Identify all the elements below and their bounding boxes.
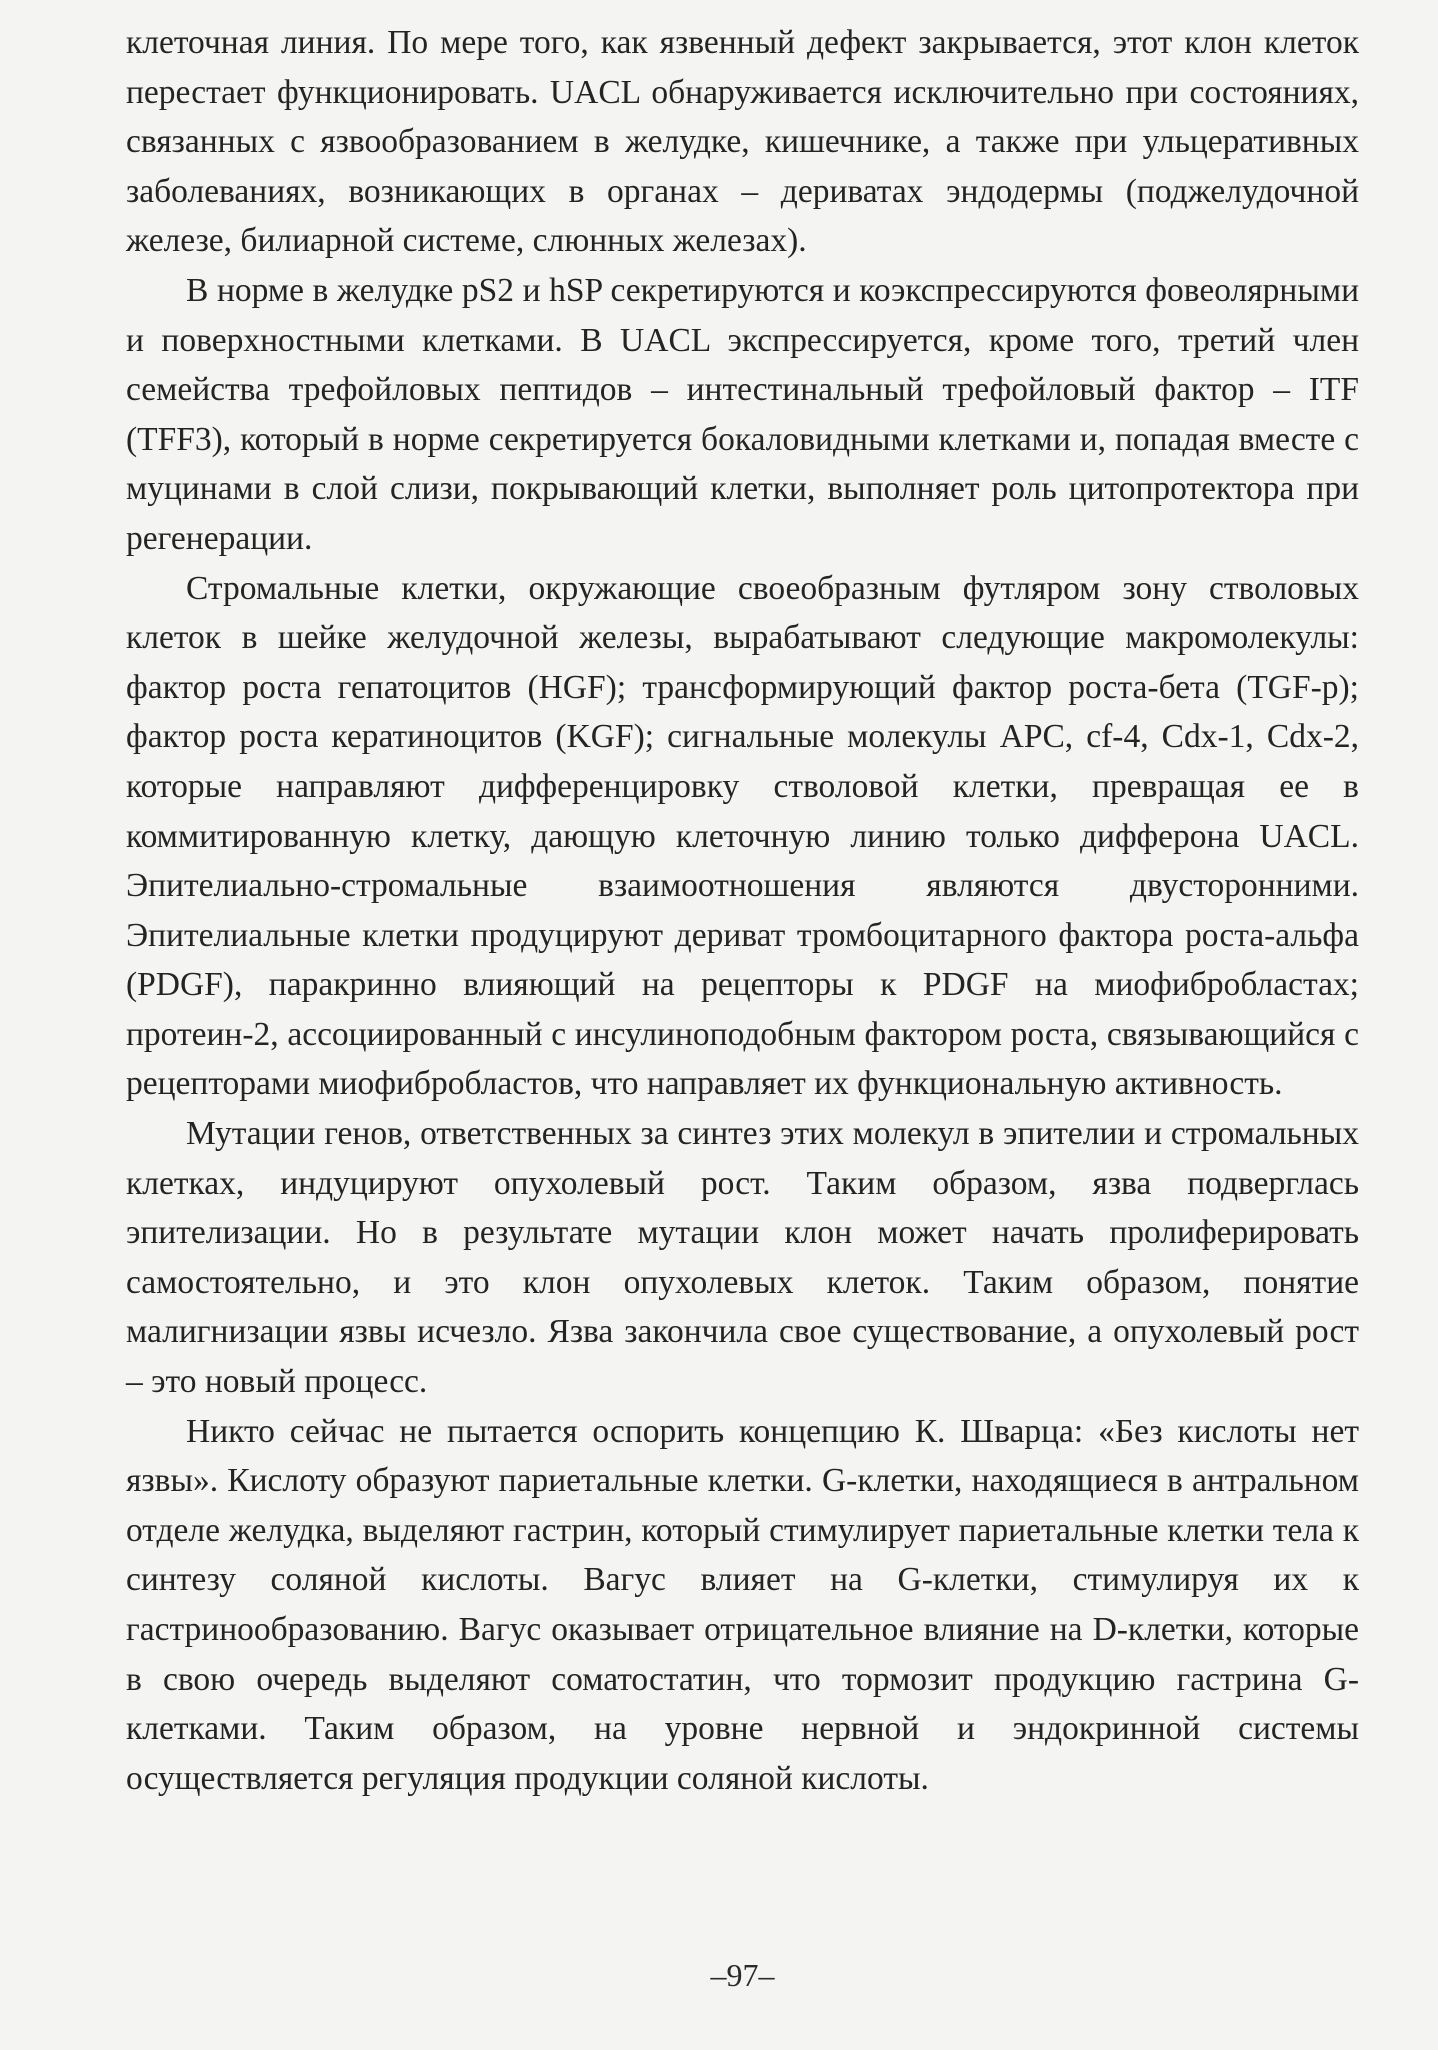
book-page (126, 18, 1359, 2008)
paragraph-3: Стромальные клетки, окружающие своеобразным футляром зону стволовых клеток в шейке желудочной железы, вырабатывают следующие макромолекулы: фактор роста гепатоцитов (HGF); трансформирующий фактор роста-бета (TGF-p); фактор роста кератиноцитов (KGF); сигнальные молекулы APC, cf-4, Cdx-1, Cdx-2, которые направляют дифференцировку стволовой клетки, превращая ее в коммитированную клетку, дающую клеточную линию только дифферона UACL. Эпителиально-стромальные взаимоотношения являются двусторонними. Эпителиальные клетки продуцируют дериват тромбоцитарного фактора роста-альфа (PDGF), паракринно влияющий на рецепторы к PDGF на миофибробластах; протеин-2, ассоциированный с инсулиноподобным фактором роста, связывающийся с рецепторами миофибробластов, что направляет их функциональную активность. (126, 569, 1359, 1103)
paragraph-2: В норме в желудке pS2 и hSP секретируются и коэкспрессируются фовеолярными и поверхностными клетками. В UACL экспрессируется, кроме того, третий член семейства трефойловых пептидов – интестинальный трефойловый фактор – ITF (TFF3), который в норме секретируется бокаловидными клетками и, попадая вместе с муцинами в слой слизи, покрывающий клетки, выполняет роль цитопротектора при регенерации. (126, 271, 1359, 557)
page-number: –97– (710, 1957, 775, 1993)
body-text (126, 18, 1359, 1803)
paragraph-1: клеточная линия. По мере того, как язвенный дефект закрывается, этот клон клеток перестает функционировать. UACL обнаруживается исключительно при состояниях, связанных с язвообразованием в желудке, кишечнике, а также при ульцеративных заболеваниях, возникающих в органах – дериватах эндодермы (поджелудочной железе, билиарной системе, слюнных железах). (126, 24, 1359, 260)
paragraph-5: Никто сейчас не пытается оспорить концепцию К. Шварца: «Без кислоты нет язвы». Кислоту образуют париетальные клетки. G-клетки, находящиеся в антральном отделе желудка, выделяют гастрин, который стимулирует париетальные клетки тела к синтезу соляной кислоты. Вагус влияет на G-клетки, стимулируя их к гастринообразованию. Вагус оказывает отрицательное влияние на D-клетки, которые в свою очередь выделяют соматостатин, что тормозит продукцию гастрина G-клетками. Таким образом, на уровне нервной и эндокринной системы осуществляется регуляция продукции соляной кислоты. (126, 1412, 1359, 1797)
paragraph-4: Мутации генов, ответственных за синтез этих молекул в эпителии и стромальных клетках, индуцируют опухолевый рост. Таким образом, язва подверглась эпителизации. Но в результате мутации клон может начать пролиферировать самостоятельно, и это клон опухолевых клеток. Таким образом, понятие малигнизации язвы исчезло. Язва закончила свое существование, а опухолевый рост – это новый процесс. (126, 1115, 1359, 1401)
